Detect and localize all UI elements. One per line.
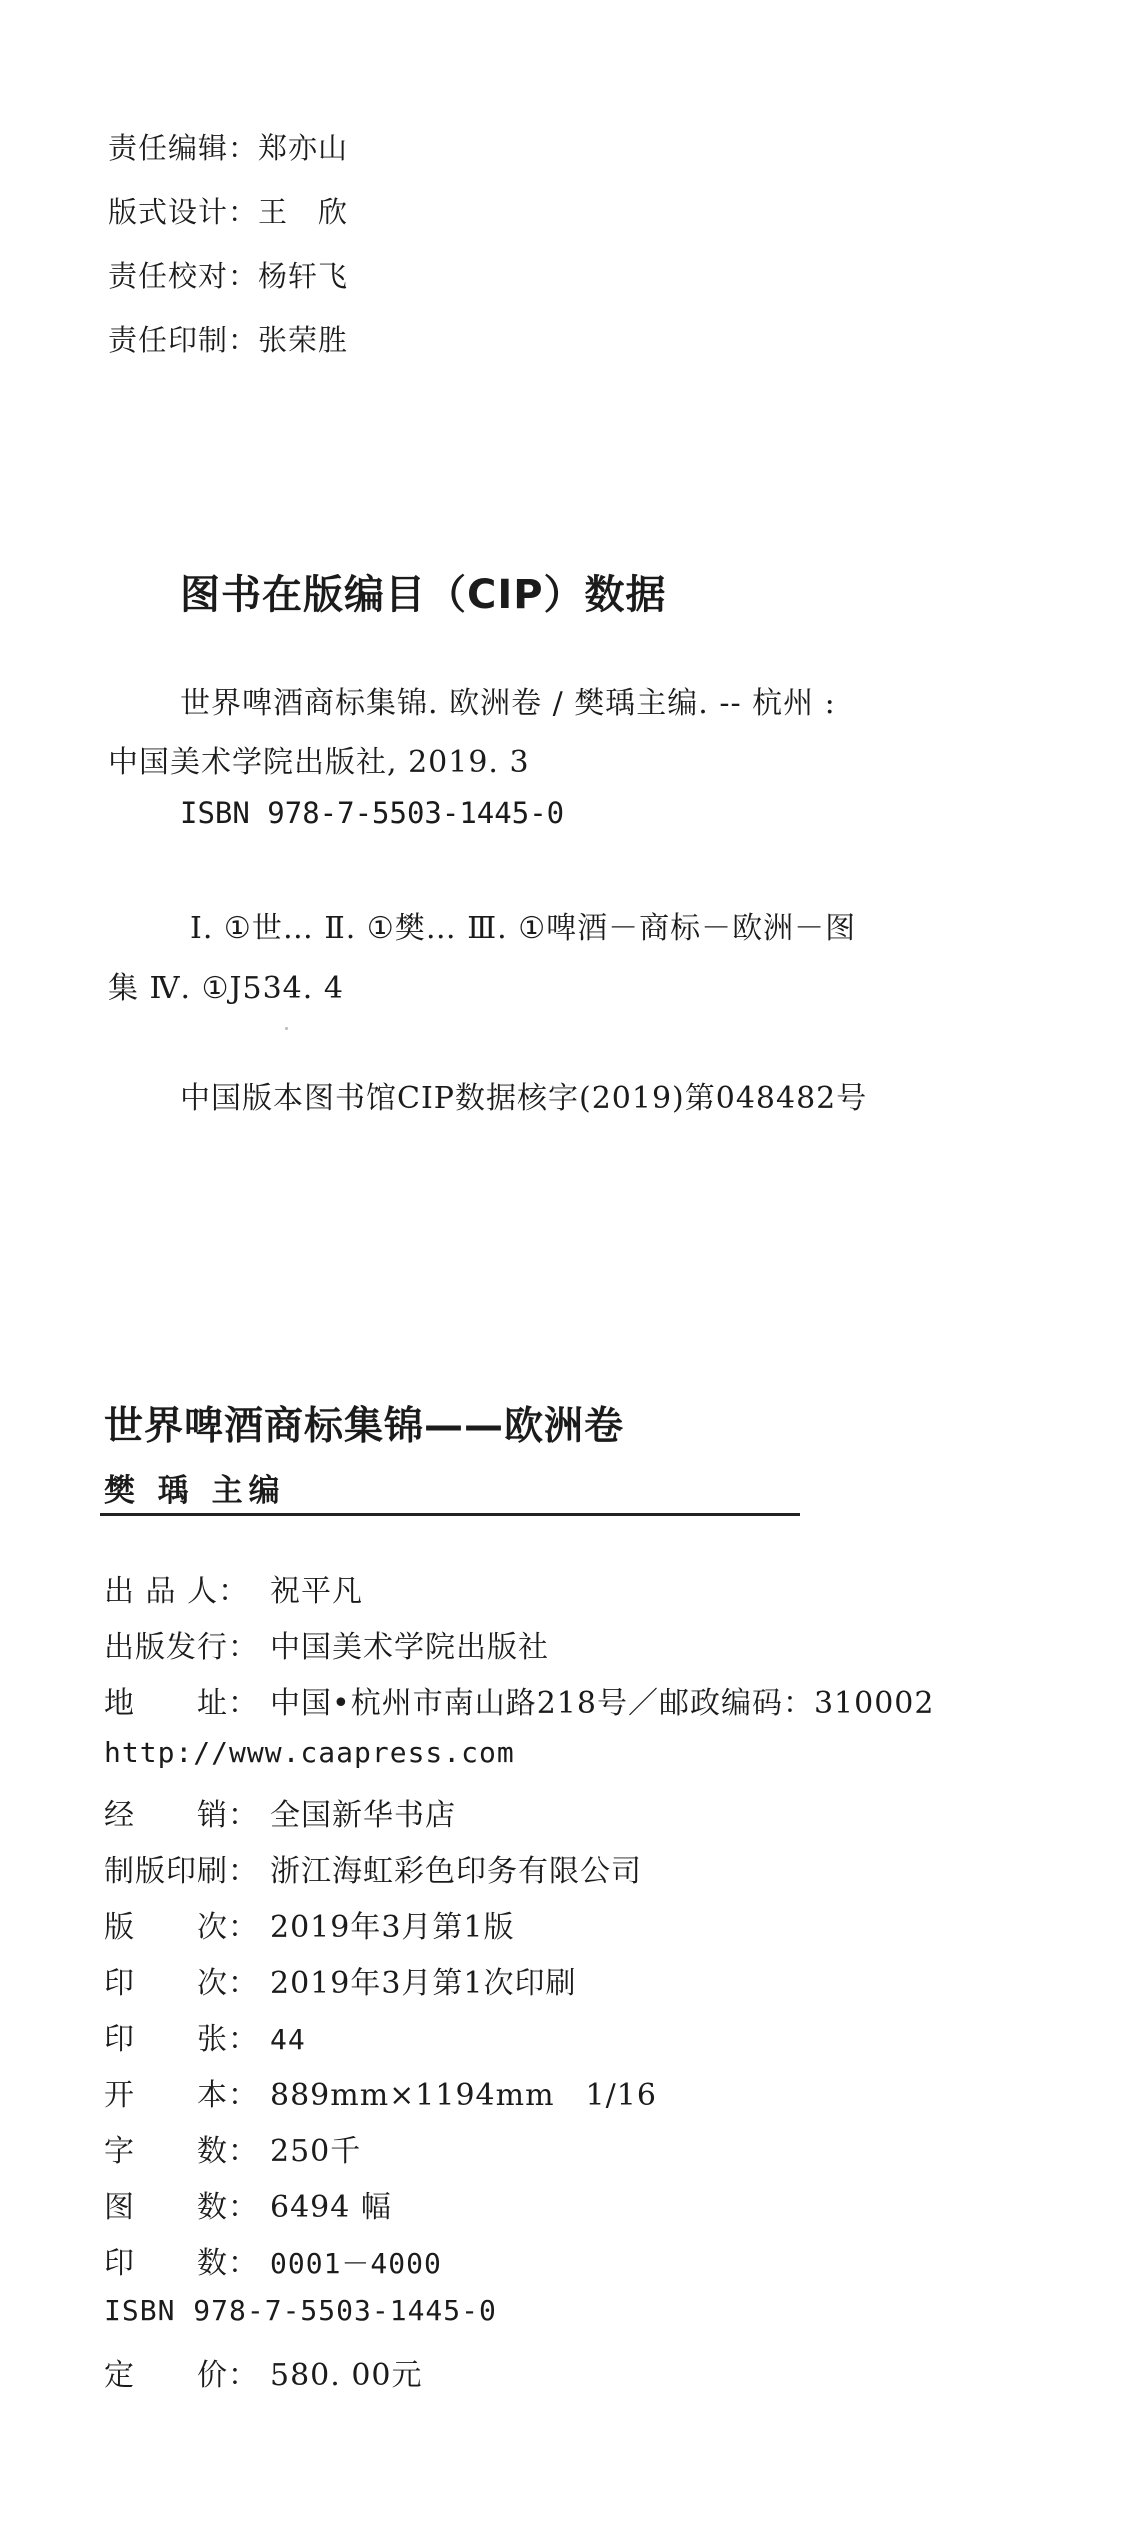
credit-proofreader-label: 责任校对： [108, 259, 259, 293]
credit-editor-value: 郑亦山 [258, 131, 349, 165]
credit-proofreader-value: 杨轩飞 [258, 259, 349, 293]
imprint-publisher-person [104, 1566, 363, 1610]
cip-number: 中国版本图书馆CIP数据核字(2019)第048482号 [180, 1081, 868, 1116]
imprint-seller [104, 1790, 456, 1834]
imprint-printer [104, 1846, 642, 1890]
imprint-format [104, 2070, 657, 2114]
imprint-value: 250千 [270, 2134, 362, 2169]
credit-layout-value: 王 欣 [258, 195, 349, 229]
credit-editor [108, 126, 348, 167]
imprint-value: 全国新华书店 [270, 1798, 456, 1833]
credit-proofreader [108, 254, 348, 295]
credit-editor-label: 责任编辑： [108, 131, 259, 165]
cip-class-line2: 集 Ⅳ. ①J534. 4 [108, 971, 344, 1006]
cip-class-line1: Ⅰ. ①世… Ⅱ. ①樊… Ⅲ. ①啤酒－商标－欧洲－图 [190, 911, 857, 946]
credit-printing [108, 318, 348, 359]
imprint-label: 印 张： [104, 2022, 259, 2057]
imprint-label: 出 品 人： [104, 1574, 250, 1609]
imprint-label: 字 数： [104, 2134, 259, 2169]
imprint-label: 制版印刷： [104, 1854, 259, 1889]
imprint-value: 中国•杭州市南山路218号／邮政编码：310002 [270, 1686, 935, 1721]
imprint-label: 印 数： [104, 2246, 259, 2281]
cip-isbn: ISBN 978-7-5503-1445-0 [180, 796, 565, 830]
imprint-label: 版 次： [104, 1910, 259, 1945]
imprint-label: 图 数： [104, 2190, 259, 2225]
credit-printing-label: 责任印制： [108, 323, 259, 357]
imprint-label: 定 价： [104, 2358, 259, 2393]
imprint-sheets [104, 2014, 306, 2058]
imprint-url: http://www.caapress.com [104, 1736, 515, 1769]
imprint-edition [104, 1902, 515, 1946]
credit-layout-label: 版式设计： [108, 195, 259, 229]
cip-title: 图书在版编目（CIP）数据 [180, 572, 667, 618]
imprint-address [104, 1678, 934, 1722]
credit-layout [108, 190, 348, 231]
imprint-distribution [104, 1622, 549, 1666]
imprint-value: 889mm×1194mm 1/16 [270, 2078, 657, 2113]
imprint-print-run [104, 2238, 442, 2282]
imprint-label: 开 本： [104, 2078, 259, 2113]
imprint-value: 祝平凡 [270, 1574, 363, 1609]
book-title: 世界啤酒商标集锦——欧洲卷 [104, 1404, 625, 1449]
cip-record-line2: 中国美术学院出版社, 2019. 3 [108, 745, 530, 780]
cip-record-line1: 世界啤酒商标集锦. 欧洲卷 / 樊瑀主编. -- 杭州 : [180, 686, 836, 721]
imprint-printing [104, 1958, 577, 2002]
credit-printing-value: 张荣胜 [258, 323, 349, 357]
imprint-images [104, 2182, 392, 2226]
imprint-value: 6494 幅 [270, 2190, 392, 2225]
imprint-label: 经 销： [104, 1798, 259, 1833]
imprint-value: 2019年3月第1次印刷 [270, 1966, 577, 2001]
imprint-label: 出版发行： [104, 1630, 259, 1665]
book-editor: 樊 瑀 主编 [104, 1473, 286, 1509]
imprint-words [104, 2126, 361, 2170]
imprint-label: 印 次： [104, 1966, 259, 2001]
imprint-price [104, 2350, 423, 2394]
imprint-value: 2019年3月第1版 [270, 1910, 515, 1945]
imprint-value: 0001－4000 [270, 2247, 442, 2280]
title-divider [100, 1513, 800, 1516]
imprint-value: 580. 00元 [270, 2358, 423, 2393]
speck [285, 1027, 288, 1030]
imprint-value: 44 [270, 2023, 306, 2056]
imprint-label: 地 址： [104, 1686, 259, 1721]
imprint-isbn: ISBN 978-7-5503-1445-0 [104, 2294, 497, 2327]
imprint-value: 中国美术学院出版社 [270, 1630, 549, 1665]
imprint-value: 浙江海虹彩色印务有限公司 [270, 1854, 642, 1889]
